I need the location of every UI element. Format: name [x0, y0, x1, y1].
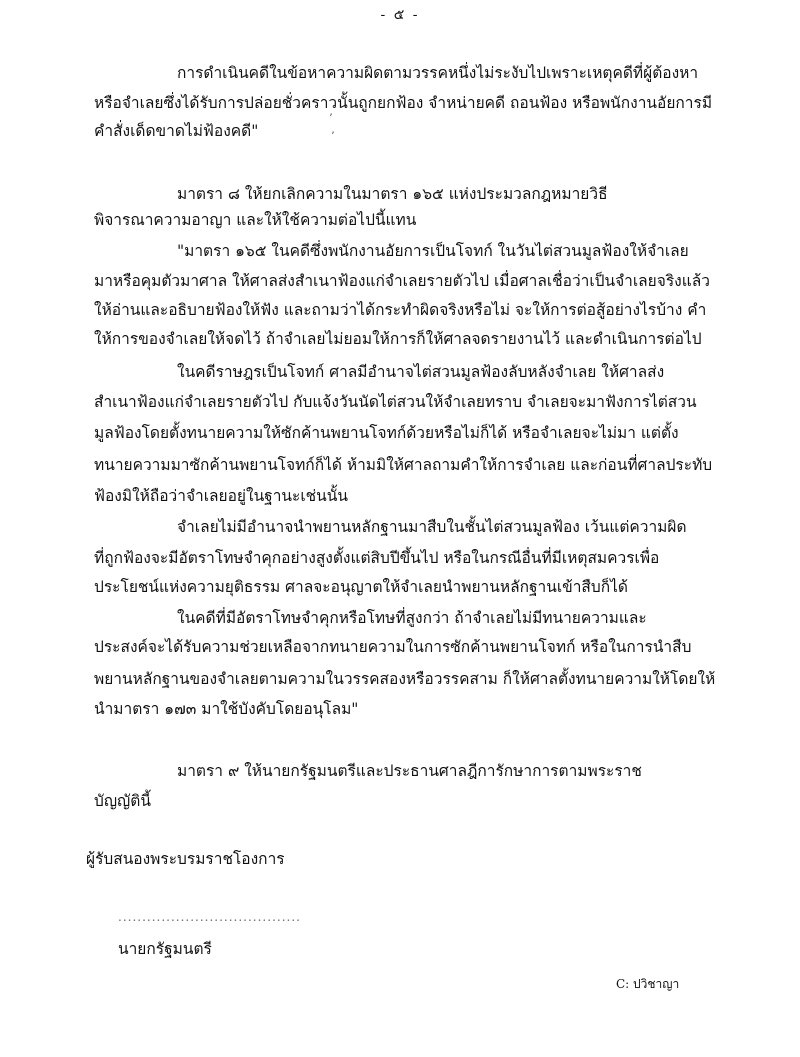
page-number: - ๕ -	[380, 7, 420, 23]
initials: C: ปวิชาญา	[616, 977, 680, 991]
text-line: ฟ้องมิให้ถือว่าจำเลยอยู่ในฐานะเช่นนั้น	[94, 487, 348, 505]
text-line: ที่ถูกฟ้องจะมีอัตราโทษจำคุกอย่างสูงตั้งแต่สิบปีขึ้นไป หรือในกรณีอื่นที่มีเหตุสมควรเพื่อ	[94, 549, 660, 567]
text-line: การดำเนินคดีในข้อหาความผิดตามวรรคหนึ่งไม่ระงับไปเพราะเหตุคดีที่ผู้ต้องหา	[177, 64, 699, 82]
text-line: ประโยชน์แห่งความยุติธรรม ศาลจะอนุญาตให้จำเลยนำพยานหลักฐานเข้าสืบก็ได้	[94, 578, 628, 596]
section-heading-line: มาตรา ๙ ให้นายกรัฐมนตรีและประธานศาลฎีการักษาการตามพระราช	[177, 762, 642, 780]
signatory-title: นายกรัฐมนตรี	[118, 940, 212, 958]
text-line: คำสั่งเด็ดขาดไม่ฟ้องคดี"	[94, 122, 259, 140]
text-line: ทนายความมาซักค้านพยานโจทก์ก็ได้ ห้ามมิให้ศาลถามคำให้การจำเลย และก่อนที่ศาลประทับ	[94, 456, 713, 474]
text-line: ในคดีราษฎรเป็นโจทก์ ศาลมีอำนาจไต่สวนมูลฟ้องลับหลังจำเลย ให้ศาลส่ง	[177, 363, 665, 381]
scan-mark: ʼ	[331, 131, 335, 142]
signature-line: ......................................	[118, 910, 301, 924]
text-line: บัญญัตินี้	[94, 792, 151, 810]
countersign-label: ผู้รับสนองพระบรมราชโองการ	[86, 850, 285, 868]
text-line: ในคดีที่มีอัตราโทษจำคุกหรือโทษที่สูงกว่า ถ้าจำเลยไม่มีทนายความและ	[177, 609, 647, 627]
text-line: หรือจำเลยซึ่งได้รับการปล่อยชั่วคราวนั้นถูกยกฟ้อง จำหน่ายคดี ถอนฟ้อง หรือพนักงานอัยการมี	[94, 94, 713, 112]
text-line: ให้อ่านและอธิบายฟ้องให้ฟัง และถามว่าได้กระทำผิดจริงหรือไม่ จะให้การต่อสู้อย่างไรบ้าง คำ	[94, 301, 707, 319]
text-line: สำเนาฟ้องแก่จำเลยรายตัวไป กับแจ้งวันนัดไต่สวนให้จำเลยทราบ จำเลยจะมาฟังการไต่สวน	[94, 393, 697, 411]
text-line: มูลฟ้องโดยตั้งทนายความให้ซักค้านพยานโจทก์ด้วยหรือไม่ก็ได้ หรือจำเลยจะไม่มา แต่ตั้ง	[94, 424, 679, 442]
text-line: จำเลยไม่มีอำนาจนำพยานหลักฐานมาสืบในชั้นไต่สวนมูลฟ้อง เว้นแต่ความผิด	[177, 518, 687, 536]
text-line: พยานหลักฐานของจำเลยตามความในวรรคสองหรือวรรคสาม ก็ให้ศาลตั้งทนายความให้โดยให้	[94, 670, 716, 688]
text-line: พิจารณาความอาญา และให้ใช้ความต่อไปนี้แทน	[94, 211, 417, 229]
section-heading-line: มาตรา ๘ ให้ยกเลิกความในมาตรา ๑๖๕ แห่งประมวลกฎหมายวิธี	[177, 185, 608, 203]
text-line: "มาตรา ๑๖๕ ในคดีซึ่งพนักงานอัยการเป็นโจทก์ ในวันไต่สวนมูลฟ้องให้จำเลย	[177, 242, 689, 260]
text-line: ประสงค์จะได้รับความช่วยเหลือจากทนายความในการซักค้านพยานโจทก์ หรือในการนำสืบ	[94, 638, 692, 656]
text-line: มาหรือคุมตัวมาศาล ให้ศาลส่งสำเนาฟ้องแก่จำเลยรายตัวไป เมื่อศาลเชื่อว่าเป็นจำเลยจริงแล้ว	[94, 272, 710, 290]
text-line: ให้การของจำเลยให้จดไว้ ถ้าจำเลยไม่ยอมให้การก็ให้ศาลจดรายงานไว้ และดำเนินการต่อไป	[94, 330, 702, 348]
text-line: นำมาตรา ๑๗๓ มาใช้บังคับโดยอนุโลม"	[94, 700, 359, 718]
scan-mark: ʼ	[329, 113, 333, 124]
